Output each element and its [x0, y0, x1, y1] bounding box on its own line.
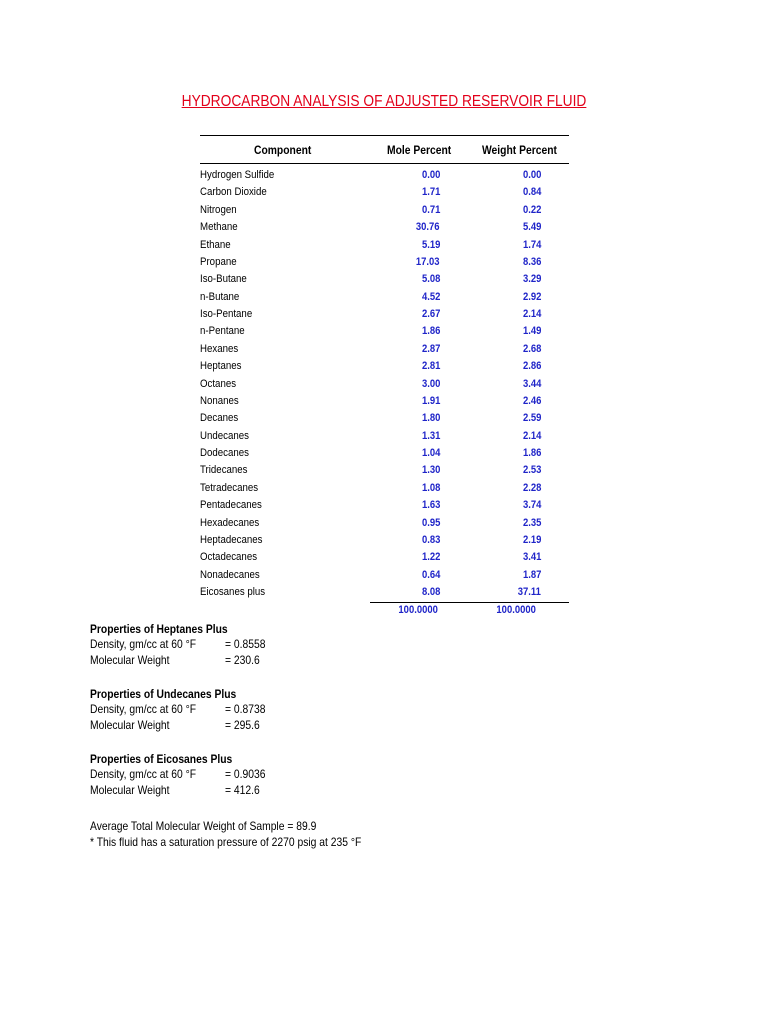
weight-percent-cell: 0.00: [522, 169, 541, 181]
table-row: [200, 306, 541, 323]
table-row: [200, 237, 541, 254]
weight-percent-cell: 3.29: [522, 273, 541, 286]
weight-percent-cell: 1.49: [522, 325, 541, 338]
properties-heading: Properties of Eicosanes Plus: [90, 752, 233, 766]
component-table: [200, 167, 541, 601]
weight-percent-cell: 0.22: [522, 203, 541, 216]
mole-percent-cell: 4.52: [421, 290, 440, 303]
table-row: [200, 410, 541, 427]
component-name: Undecanes: [200, 429, 249, 442]
table-row: [200, 393, 541, 410]
component-name: Ethane: [200, 238, 231, 251]
component-name: Nonanes: [200, 394, 239, 407]
mole-percent-cell: 2.81: [421, 360, 440, 373]
molecular-weight-row: Molecular Weight = 412.6: [90, 783, 260, 797]
properties-undecanes-plus: [90, 687, 272, 733]
weight-percent-cell: 3.41: [522, 551, 541, 564]
weight-percent-cell: 2.59: [522, 412, 541, 425]
saturation-pressure-note: * This fluid has a saturation pressure of 2270 psig at 235 °F: [90, 835, 362, 849]
weight-percent-cell: 5.49: [522, 221, 541, 234]
molecular-weight-row: Molecular Weight = 230.6: [90, 653, 260, 667]
component-name: Hexanes: [200, 342, 239, 355]
table-row: [200, 289, 541, 306]
weight-percent-cell: 2.14: [522, 308, 541, 320]
header-weight-percent: Weight Percent: [482, 143, 557, 157]
total-weight-percent: 100.0000: [496, 604, 536, 616]
header-component: Component: [254, 143, 312, 157]
component-name: Octadecanes: [200, 551, 258, 564]
mole-percent-cell: 1.30: [421, 464, 440, 477]
totals-rule: [370, 602, 569, 603]
weight-percent-cell: 1.87: [522, 568, 541, 581]
weight-percent-cell: 2.19: [522, 533, 541, 546]
weight-percent-cell: 3.44: [522, 377, 541, 390]
component-name: Decanes: [200, 412, 239, 425]
table-top-rule: [200, 135, 569, 136]
table-row: [200, 497, 541, 514]
mole-percent-cell: 1.91: [421, 394, 440, 407]
density-row: Density, gm/cc at 60 °F = 0.8558: [90, 637, 266, 651]
weight-percent-cell: 8.36: [522, 255, 541, 268]
component-name: Tridecanes: [200, 464, 248, 477]
density-row: Density, gm/cc at 60 °F = 0.8738: [90, 702, 266, 716]
table-row: [200, 462, 541, 479]
table-row: [200, 358, 541, 375]
table-row: [200, 532, 541, 549]
weight-percent-cell: 1.86: [522, 447, 541, 459]
weight-percent-cell: 2.86: [522, 360, 541, 373]
mole-percent-cell: 0.64: [421, 568, 440, 581]
mole-percent-cell: 5.19: [421, 238, 440, 251]
density-row: Density, gm/cc at 60 °F = 0.9036: [90, 767, 266, 781]
component-name: Nitrogen: [200, 203, 237, 216]
mole-percent-cell: 3.00: [421, 377, 440, 390]
table-row: [200, 445, 541, 462]
table-row: [200, 549, 541, 566]
table-row: [200, 567, 541, 584]
weight-percent-cell: 3.74: [522, 499, 541, 512]
weight-percent-cell: 1.74: [522, 238, 541, 251]
table-row: [200, 323, 541, 340]
mole-percent-cell: 2.67: [421, 308, 440, 320]
mole-percent-cell: 17.03: [416, 255, 440, 268]
table-row: [200, 271, 541, 288]
table-row: [200, 376, 541, 393]
mole-percent-cell: 0.95: [421, 516, 440, 529]
component-name: n-Pentane: [200, 325, 245, 338]
mole-percent-cell: 30.76: [416, 221, 440, 234]
mole-percent-cell: 0.83: [421, 533, 440, 546]
table-row: [200, 254, 541, 271]
mole-percent-cell: 1.80: [421, 412, 440, 425]
component-name: Hexadecanes: [200, 516, 260, 529]
document-title: HYDROCARBON ANALYSIS OF ADJUSTED RESERVOIR FLUID: [181, 93, 587, 110]
weight-percent-cell: 2.46: [522, 394, 541, 407]
weight-percent-cell: 2.14: [522, 429, 541, 442]
weight-percent-cell: 2.53: [522, 464, 541, 477]
mole-percent-cell: 2.87: [421, 342, 440, 355]
weight-percent-cell: 2.28: [522, 481, 541, 494]
mole-percent-cell: 1.71: [421, 186, 440, 199]
table-row: [200, 219, 541, 236]
weight-percent-cell: 0.84: [522, 186, 541, 199]
properties-heptanes-plus: [90, 622, 272, 668]
component-name: Eicosanes plus: [200, 586, 266, 598]
table-row: [200, 428, 541, 445]
table-row: [200, 202, 541, 219]
component-name: Heptadecanes: [200, 533, 263, 546]
component-name: Heptanes: [200, 360, 242, 373]
header-mole-percent: Mole Percent: [387, 143, 452, 157]
table-row: [200, 480, 541, 497]
component-name: Propane: [200, 255, 237, 268]
mole-percent-cell: 8.08: [421, 586, 440, 598]
weight-percent-cell: 2.92: [522, 290, 541, 303]
average-molecular-weight-note: Average Total Molecular Weight of Sample = 89.9: [90, 819, 317, 833]
properties-heading: Properties of Heptanes Plus: [90, 622, 228, 636]
weight-percent-cell: 37.11: [517, 586, 541, 598]
mole-percent-cell: 1.04: [421, 447, 440, 459]
component-name: Dodecanes: [200, 447, 249, 459]
component-name: Nonadecanes: [200, 568, 260, 581]
table-row: [200, 341, 541, 358]
component-name: Pentadecanes: [200, 499, 262, 512]
component-name: Carbon Dioxide: [200, 186, 267, 199]
table-row: [200, 167, 541, 184]
mole-percent-cell: 1.22: [421, 551, 440, 564]
weight-percent-cell: 2.68: [522, 342, 541, 355]
component-name: Hydrogen Sulfide: [200, 169, 275, 181]
component-name: Methane: [200, 221, 238, 234]
total-mole-percent: 100.0000: [398, 604, 438, 616]
mole-percent-cell: 1.08: [421, 481, 440, 494]
table-row: [200, 184, 541, 201]
mole-percent-cell: 1.63: [421, 499, 440, 512]
component-name: n-Butane: [200, 290, 240, 303]
table-row: [200, 584, 541, 601]
mole-percent-cell: 0.00: [421, 169, 440, 181]
header-rule: [200, 163, 569, 164]
mole-percent-cell: 5.08: [421, 273, 440, 286]
component-name: Iso-Pentane: [200, 308, 253, 320]
properties-heading: Properties of Undecanes Plus: [90, 687, 237, 701]
component-name: Tetradecanes: [200, 481, 259, 494]
table-row: [200, 515, 541, 532]
mole-percent-cell: 1.86: [421, 325, 440, 338]
molecular-weight-row: Molecular Weight = 295.6: [90, 718, 260, 732]
component-name: Octanes: [200, 377, 237, 390]
properties-eicosanes-plus: [90, 752, 272, 798]
weight-percent-cell: 2.35: [522, 516, 541, 529]
component-name: Iso-Butane: [200, 273, 247, 286]
mole-percent-cell: 1.31: [421, 429, 440, 442]
mole-percent-cell: 0.71: [421, 203, 440, 216]
